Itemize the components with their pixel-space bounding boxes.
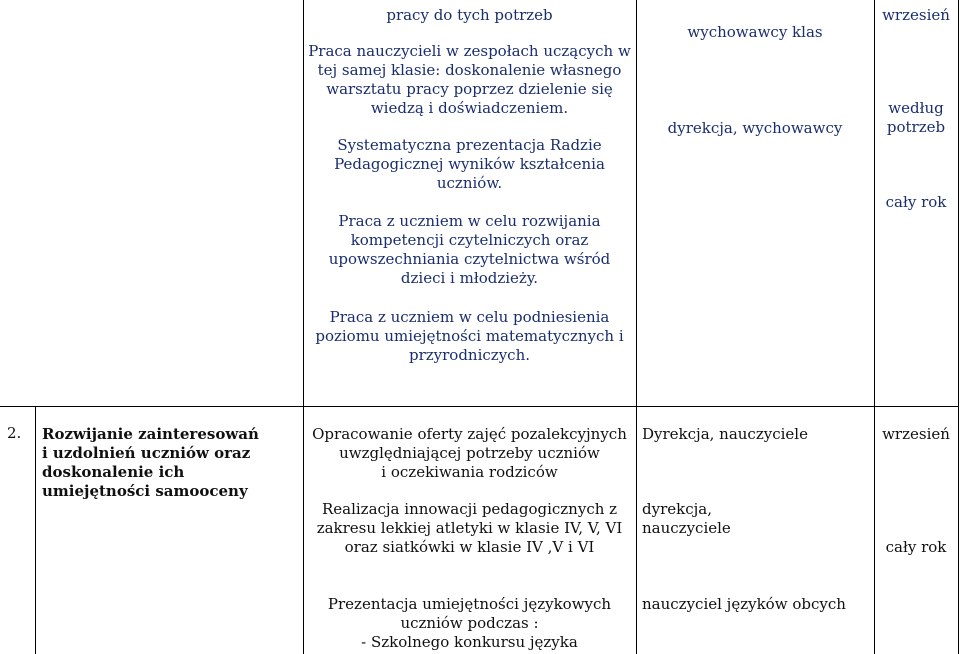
responsible-line: dyrekcja, wychowawcy bbox=[667, 119, 843, 137]
activity-line: Prezentacja umiejętności językowych bbox=[327, 595, 612, 613]
row-number: 2. bbox=[7, 424, 22, 442]
column-divider bbox=[636, 0, 637, 654]
activity-line: Praca z uczniem w celu rozwijania bbox=[338, 212, 601, 230]
responsible-line: nauczyciel języków obcych bbox=[642, 595, 846, 613]
activity-line: poziomu umiejętności matematycznych i bbox=[315, 327, 624, 345]
goal-title-line: i uzdolnień uczniów oraz bbox=[42, 444, 251, 462]
goal-title-line: Rozwijanie zainteresowań bbox=[42, 425, 259, 443]
activity-line: i oczekiwania rodziców bbox=[381, 463, 558, 481]
deadline-line: według bbox=[888, 99, 944, 117]
column-divider bbox=[35, 407, 36, 654]
activity-line: dzieci i młodzieży. bbox=[400, 269, 539, 287]
deadline-line: potrzeb bbox=[886, 118, 946, 136]
goal-title-line: umiejętności samooceny bbox=[42, 482, 248, 500]
activity-line: Praca nauczycieli w zespołach uczących w bbox=[308, 42, 631, 60]
responsible-line: Dyrekcja, nauczyciele bbox=[642, 425, 808, 443]
activity-line: Praca z uczniem w celu podniesienia bbox=[329, 308, 610, 326]
activity-line: Realizacja innowacji pedagogicznych z bbox=[321, 500, 618, 518]
responsible-line: dyrekcja, bbox=[642, 500, 712, 518]
activity-line: warsztatu pracy poprzez dzielenie się bbox=[326, 80, 613, 98]
activity-line: zakresu lekkiej atletyki w klasie IV, V, VI bbox=[316, 519, 623, 537]
activity-line: uczniów podczas : bbox=[400, 614, 539, 632]
deadline-line: cały rok bbox=[885, 538, 947, 556]
column-divider bbox=[958, 0, 959, 654]
activity-line: wiedzą i doświadczeniem. bbox=[370, 99, 569, 117]
activity-line: - Szkolnego konkursu języka bbox=[361, 633, 578, 651]
activity-line: kompetencji czytelniczych oraz bbox=[350, 231, 589, 249]
deadline-line: cały rok bbox=[885, 193, 947, 211]
activity-line: Opracowanie oferty zajęć pozalekcyjnych bbox=[312, 425, 627, 443]
activity-line: pracy do tych potrzeb bbox=[386, 6, 553, 24]
activity-line: tej samej klasie: doskonalenie własnego bbox=[317, 61, 622, 79]
goal-title-line: doskonalenie ich bbox=[42, 463, 185, 481]
deadline-line: wrzesień bbox=[882, 6, 950, 24]
responsible-line: nauczyciele bbox=[642, 519, 731, 537]
activity-line: oraz siatkówki w klasie IV ,V i VI bbox=[344, 538, 595, 556]
activity-line: Systematyczna prezentacja Radzie bbox=[337, 136, 602, 154]
activity-line: uwzględniającej potrzeby uczniów bbox=[339, 444, 600, 462]
activity-line: przyrodniczych. bbox=[408, 346, 531, 364]
responsible-line: wychowawcy klas bbox=[687, 23, 823, 41]
row-divider bbox=[0, 406, 959, 407]
activity-line: upowszechniania czytelnictwa wśród bbox=[328, 250, 611, 268]
deadline-line: wrzesień bbox=[882, 425, 950, 443]
activity-line: Pedagogicznej wyników kształcenia bbox=[334, 155, 605, 173]
activity-line: uczniów. bbox=[436, 174, 503, 192]
